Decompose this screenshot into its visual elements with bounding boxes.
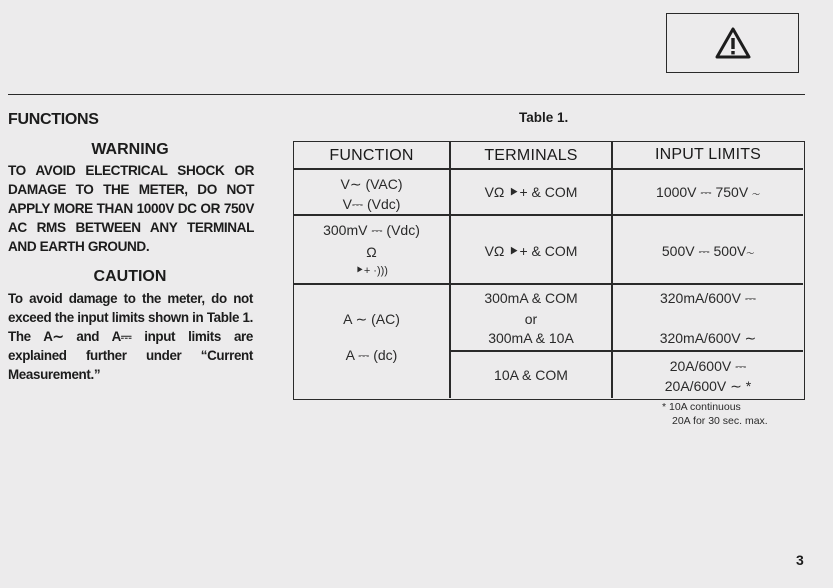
table-footnote	[662, 400, 768, 428]
row2-terminals: VΩ ⯈+ & COM	[484, 243, 578, 259]
warning-heading: WARNING	[91, 141, 169, 158]
row1-terminals: VΩ ⯈+ & COM	[484, 184, 578, 200]
header-input-limits: INPUT LIMITS	[654, 146, 762, 163]
page-number: 3	[796, 552, 804, 568]
footnote-line-2: 20A for 30 sec. max.	[672, 415, 768, 427]
warning-text: TO AVOID ELECTRICAL SHOCK OR DAMAGE TO THE METER, DO NOT APPLY MORE THAN 1000V DC OR 750V AC RMS BETWEEN ANY TERMINAL AND EARTH GROUND.	[8, 163, 254, 254]
input-limits-table	[293, 141, 805, 400]
warning-triangle-icon	[715, 27, 751, 59]
header-terminals: TERMINALS	[484, 147, 578, 164]
section-title: FUNCTIONS	[8, 111, 99, 128]
table-caption: Table 1.	[519, 110, 569, 125]
header-function: FUNCTION	[329, 147, 414, 164]
warning-symbol-box	[666, 13, 799, 73]
row1-function-vac: V∼ (VAC)	[340, 176, 403, 192]
row4-terminals: 10A & COM	[494, 367, 568, 383]
row2-limits: 500V ⎓ 500V∼	[661, 243, 755, 259]
row3-terminals-or: or	[524, 311, 538, 327]
row3-function-adc: A ⎓ (dc)	[345, 347, 398, 363]
row1-limits: 1000V ⎓ 750V ∼	[656, 184, 760, 200]
row3-limits-ac: 320mA/600V ∼	[659, 330, 757, 346]
row2-function-diode: ⯈+ ·)))	[355, 265, 388, 277]
header-rule	[8, 94, 805, 95]
row4-limits-ac: 20A/600V ∼ *	[664, 378, 752, 394]
footnote-line-1: * 10A continuous	[662, 401, 741, 413]
row3-terminals-2: 300mA & 10A	[488, 330, 574, 346]
row2-function-ohm: Ω	[366, 244, 377, 260]
caution-text: To avoid damage to the meter, do not exceed the input limits shown in Table 1. The A∼ and A⎓ input limits are explained further under “Current Measurement.”	[8, 291, 253, 382]
row4-limits-dc: 20A/600V ⎓	[669, 358, 747, 374]
row3-limits-dc: 320mA/600V ⎓	[659, 290, 756, 306]
row3-terminals-1: 300mA & COM	[484, 290, 578, 306]
row1-function-vdc: V⎓ (Vdc)	[342, 196, 401, 212]
caution-heading: CAUTION	[93, 268, 167, 285]
row3-function-aac: A ∼ (AC)	[343, 311, 400, 327]
row2-function-mv: 300mV ⎓ (Vdc)	[323, 222, 420, 238]
